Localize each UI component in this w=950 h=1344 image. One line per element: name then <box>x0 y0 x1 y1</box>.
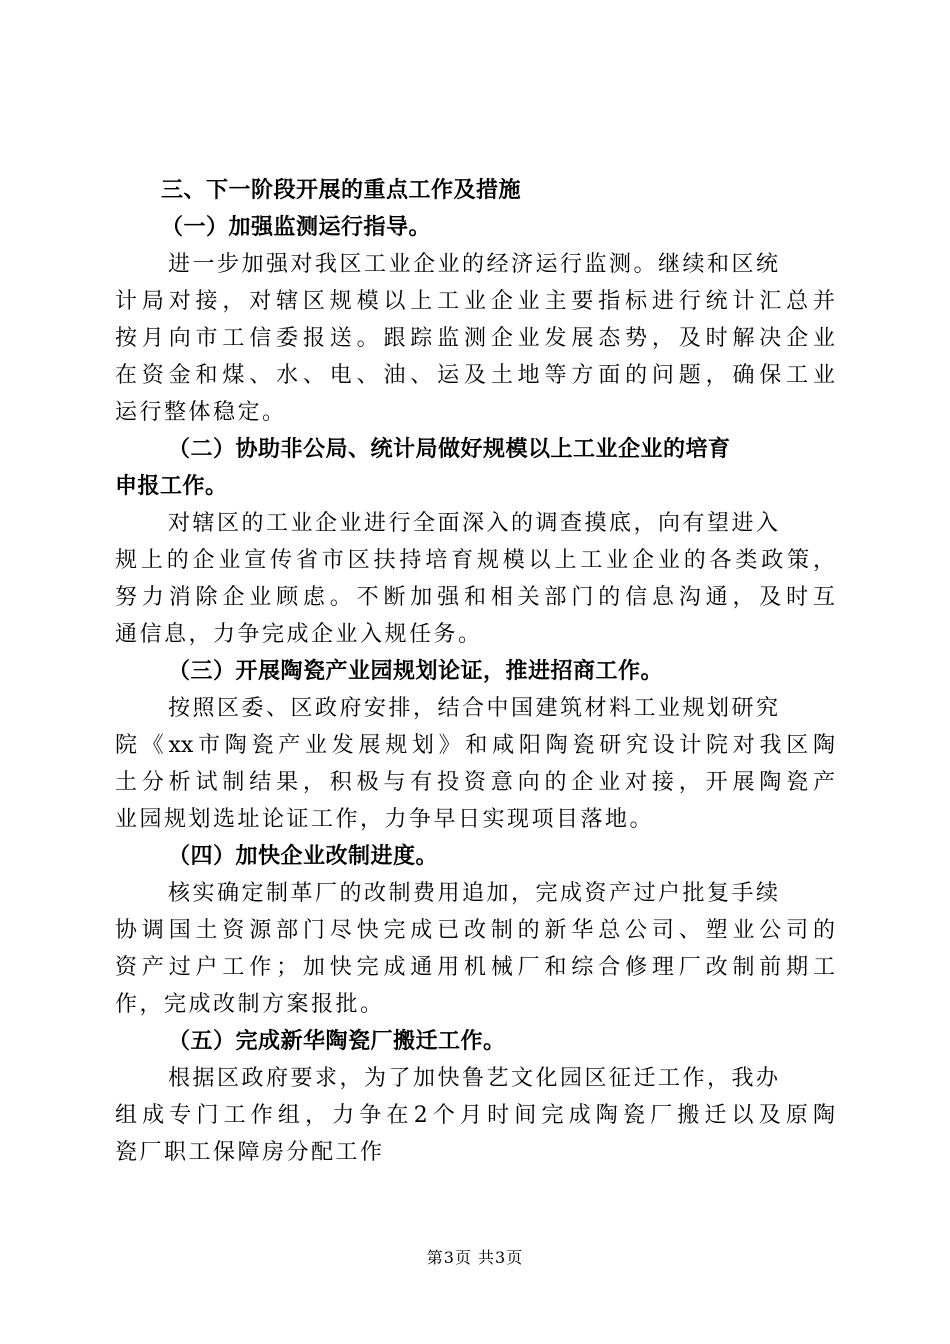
paragraph-line: 作，完成改制方案报批。 <box>115 992 385 1017</box>
paragraph-line: 进一步加强对我区工业企业的经济运行监测。继续和区统 <box>168 252 781 277</box>
item-heading: （四）加快企业改制进度。 <box>168 844 439 869</box>
item-heading: （一）加强监测运行指导。 <box>161 215 432 240</box>
paragraph-line: 对辖区的工业企业进行全面深入的调查摸底，向有望进入 <box>168 511 781 536</box>
paragraph-line: 业园规划选址论证工作，力争早日实现项目落地。 <box>115 807 655 832</box>
paragraph-line: 协调国土资源部门尽快完成已改制的新华总公司、塑业公司的 <box>115 918 835 943</box>
paragraph-line: 按月向市工信委报送。跟踪监测企业发展态势，及时解决企业 <box>115 326 835 351</box>
paragraph-line: 组成专门工作组，力争在2个月时间完成陶瓷厂搬迁以及原陶 <box>115 1103 835 1128</box>
item-heading: （三）开展陶瓷产业园规划论证，推进招商工作。 <box>168 659 664 684</box>
paragraph-line: 土分析试制结果，积极与有投资意向的企业对接，开展陶瓷产 <box>115 770 835 795</box>
item-heading: 申报工作。 <box>115 474 228 499</box>
page-footer: 第3页 共3页 <box>426 1248 524 1267</box>
paragraph-line: 运行整体稳定。 <box>115 400 287 425</box>
paragraph-line: 规上的企业宣传省市区扶持培育规模以上工业企业的各类政策， <box>115 548 835 573</box>
section-title: 三、下一阶段开展的重点工作及措施 <box>161 178 522 203</box>
item-heading: （二）协助非公局、统计局做好规模以上工业企业的培育 <box>168 437 731 462</box>
paragraph-line: 资产过户工作；加快完成通用机械厂和综合修理厂改制前期工 <box>115 955 835 980</box>
paragraph-line: 通信息，力争完成企业入规任务。 <box>115 622 483 647</box>
paragraph-line: 根据区政府要求，为了加快鲁艺文化园区征迁工作，我办 <box>168 1066 781 1091</box>
paragraph-line: 努力消除企业顾虑。不断加强和相关部门的信息沟通，及时互 <box>115 585 835 610</box>
document-body <box>115 172 835 1171</box>
paragraph-line: 核实确定制革厂的改制费用追加，完成资产过户批复手续 <box>168 881 781 906</box>
paragraph-line: 瓷厂职工保障房分配工作 <box>115 1140 385 1165</box>
item-heading: （五）完成新华陶瓷厂搬迁工作。 <box>168 1029 506 1054</box>
paragraph-line: 计局对接，对辖区规模以上工业企业主要指标进行统计汇总并 <box>115 289 835 314</box>
paragraph-line: 在资金和煤、水、电、油、运及土地等方面的问题，确保工业 <box>115 363 835 388</box>
paragraph-line: 院《xx市陶瓷产业发展规划》和咸阳陶瓷研究设计院对我区陶 <box>115 733 835 758</box>
paragraph-line: 按照区委、区政府安排，结合中国建筑材料工业规划研究 <box>168 696 781 721</box>
